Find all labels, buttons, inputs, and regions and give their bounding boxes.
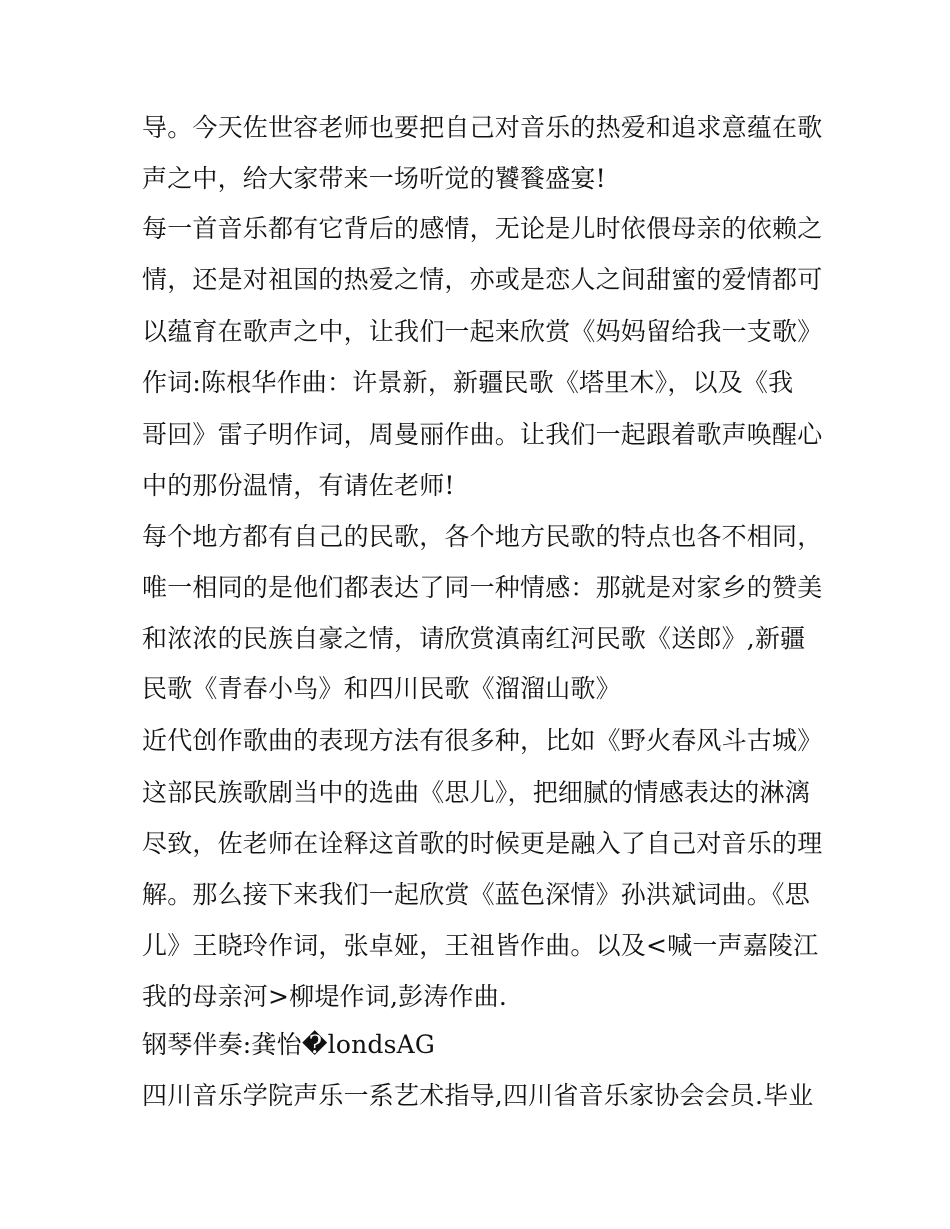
text-line: 这部民族歌剧当中的选曲《思儿》，把细腻的情感表达的淋漓 (142, 778, 810, 807)
text-line: 民歌《青春小鸟》和四川民歌《溜溜山歌》 (142, 674, 621, 703)
text-line: 尽致，佐老师在诠释这首歌的时候更是融入了自己对音乐的理 (142, 829, 823, 858)
text-line: 解。那么接下来我们一起欣赏《蓝色深情》孙洪斌词曲。《思 (142, 880, 810, 909)
text-line: 声之中，给大家带来一场听觉的饕餮盛宴! (142, 164, 606, 193)
text-line: 四川音乐学院声乐一系艺术指导,四川省音乐家协会会员.毕业 (142, 1081, 814, 1110)
text-line: 每一首音乐都有它背后的感情，无论是儿时依偎母亲的依赖之 (142, 214, 823, 243)
text-line: 导。今天佐世容老师也要把自己对音乐的热爱和追求意蕴在歌 (142, 113, 823, 142)
text-line: 近代创作歌曲的表现方法有很多种，比如《野火春风斗古城》 (142, 726, 823, 755)
text-line: 钢琴伴奏:龚怡�londsAG (142, 1030, 436, 1059)
text-line: 唯一相同的是他们都表达了同一种情感：那就是对家乡的赞美 (142, 573, 823, 602)
text-line: 作词:陈根华作曲：许景新，新疆民歌《塔里木》，以及《我 (142, 368, 794, 397)
text-line: 每个地方都有自己的民歌，各个地方民歌的特点也各不相同， (142, 522, 823, 551)
text-line: 和浓浓的民族自豪之情，请欣赏滇南红河民歌《送郎》,新疆 (142, 624, 806, 653)
text-line: 中的那份温情，有请佐老师! (142, 471, 455, 500)
text-line: 情，还是对祖国的热爱之情，亦或是恋人之间甜蜜的爱情都可 (142, 265, 823, 294)
text-line: 以蕴育在歌声之中，让我们一起来欣赏《妈妈留给我一支歌》 (142, 317, 823, 346)
text-line: 哥回》雷子明作词，周曼丽作曲。让我们一起跟着歌声唤醒心 (142, 420, 823, 449)
text-line: 我的母亲河>柳堤作词,彭涛作曲. (142, 982, 508, 1011)
text-line: 儿》王晓玲作词，张卓娅，王祖皆作曲。以及<喊一声嘉陵江 (142, 931, 819, 960)
